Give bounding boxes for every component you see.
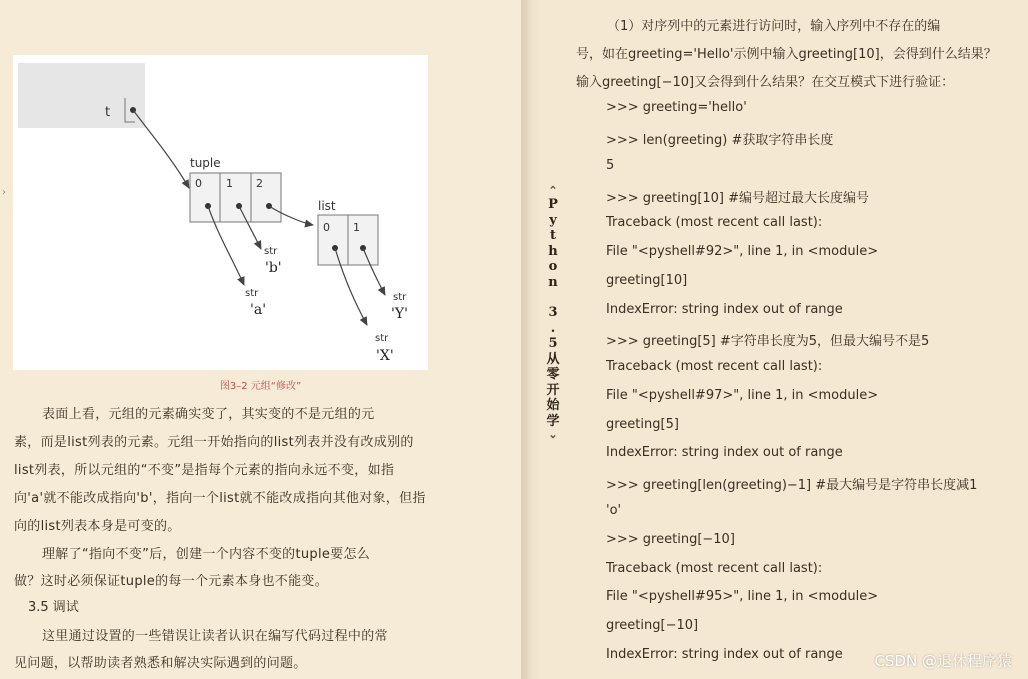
section-heading: 3.5 调试 — [28, 600, 79, 615]
str-Y-value: 'Y' — [391, 306, 408, 322]
book-gutter — [521, 0, 541, 679]
book-title-char: o — [548, 259, 558, 274]
left-line-2: 素，而是list列表的元素。元组一开始指向的list列表并没有改成别的 — [14, 435, 414, 450]
diagram-svg — [13, 55, 428, 370]
book-title-char: 5 — [548, 336, 558, 351]
tuple-index-0: 0 — [195, 177, 202, 190]
code-line-20: IndexError: string index out of range — [606, 647, 843, 662]
left-line-4: 向'a'就不能改成指向'b'，指向一个list就不能改成指向其他对象，但指 — [14, 491, 426, 506]
tuple-label: tuple — [190, 156, 221, 170]
list-index-1: 1 — [353, 221, 360, 234]
book-title-char: 3 — [548, 305, 558, 320]
tuple-dot-2 — [266, 203, 272, 209]
code-line-18: File "<pyshell#95>", line 1, in <module> — [606, 589, 879, 604]
book-title-char: 始 — [546, 398, 560, 413]
left-line-1: 表面上看，元组的元素确实变了，其实变的不是元组的元 — [42, 407, 375, 422]
left-line-7: 做？这时必须保证tuple的每一个元素本身也不能变。 — [14, 574, 328, 589]
left-section-line-2: 见问题，以帮助读者熟悉和解决实际遇到的问题。 — [14, 656, 307, 671]
tuple-index-1: 1 — [226, 177, 233, 190]
code-line-16: >>> greeting[−10] — [606, 532, 735, 547]
book-title-char: 学 — [546, 413, 560, 429]
ornament-top-icon: ⌃ — [548, 184, 558, 197]
code-line-4: >>> greeting[10] #编号超过最大长度编号 — [606, 191, 870, 206]
figure-tuple-diagram — [13, 55, 428, 370]
book-title-char: n — [548, 274, 558, 290]
watermark: CSDN @退休程序猿 — [874, 652, 1012, 670]
code-line-11: File "<pyshell#97>", line 1, in <module> — [606, 388, 879, 403]
book-title-char: 从 — [546, 351, 560, 367]
book-title-char: . — [550, 320, 556, 336]
right-line-2: 号，如在greeting='Hello'示例中输入greeting[10]，会得到什么结果？ — [576, 47, 997, 62]
str-a-type: str — [245, 288, 259, 299]
code-line-3: 5 — [606, 158, 615, 173]
list-index-0: 0 — [323, 221, 330, 234]
tuple-index-2: 2 — [256, 177, 263, 190]
code-line-10: Traceback (most recent call last): — [606, 359, 823, 374]
right-line-1: （1）对序列中的元素进行访问时，输入序列中不存在的编 — [607, 19, 941, 34]
code-line-14: >>> greeting[len(greeting)−1] #最大编号是字符串长度减1 — [606, 478, 978, 493]
str-a-value: 'a' — [250, 302, 267, 318]
str-Y-type: str — [393, 292, 407, 303]
left-line-5: 向的list列表本身是可变的。 — [14, 519, 181, 534]
code-line-5: Traceback (most recent call last): — [606, 215, 823, 230]
code-line-17: Traceback (most recent call last): — [606, 561, 823, 576]
figure-caption: 图3–2 元组“修改” — [219, 381, 302, 392]
left-line-3: list列表，所以元组的“不变”是指每个元素的指向永远不变，如指 — [14, 463, 395, 478]
code-line-9: >>> greeting[5] #字符串长度为5，但最大编号不是5 — [606, 334, 930, 349]
right-line-3: 输入greeting[−10]又会得到什么结果？在交互模式下进行验证： — [576, 75, 955, 90]
code-line-2: >>> len(greeting) #获取字符串长度 — [606, 133, 834, 148]
left-section-line-1: 这里通过设置的一些错误让读者认识在编写代码过程中的常 — [42, 629, 388, 644]
left-line-6: 理解了“指向不变”后，创建一个内容不变的tuple要怎么 — [42, 547, 371, 562]
code-line-15: 'o' — [606, 503, 622, 518]
book-title-char: 零 — [546, 367, 560, 382]
code-line-19: greeting[−10] — [606, 618, 699, 633]
ornament-bottom-icon: ⌄ — [548, 428, 558, 441]
book-title-char: h — [548, 243, 558, 259]
book-title-char: 开 — [546, 382, 560, 398]
str-b-type: str — [264, 246, 278, 257]
code-line-1: >>> greeting='hello' — [606, 100, 747, 115]
str-X-type: str — [375, 333, 389, 344]
list-label: list — [318, 199, 336, 213]
code-line-12: greeting[5] — [606, 417, 679, 432]
book-title-char: P — [548, 197, 558, 212]
var-t-label: t — [105, 105, 111, 120]
code-line-6: File "<pyshell#92>", line 1, in <module> — [606, 244, 879, 259]
code-line-13: IndexError: string index out of range — [606, 445, 843, 460]
arrow-t-to-tuple — [133, 110, 189, 188]
book-title-char: y — [549, 212, 557, 228]
margin-mark: › — [2, 187, 6, 198]
book-title-vertical — [540, 185, 566, 441]
tuple-box — [190, 173, 281, 222]
code-line-7: greeting[10] — [606, 273, 688, 288]
book-title-char: t — [549, 228, 556, 243]
str-X-value: 'X' — [376, 348, 394, 364]
str-b-value: 'b' — [265, 260, 282, 276]
code-line-8: IndexError: string index out of range — [606, 302, 843, 317]
